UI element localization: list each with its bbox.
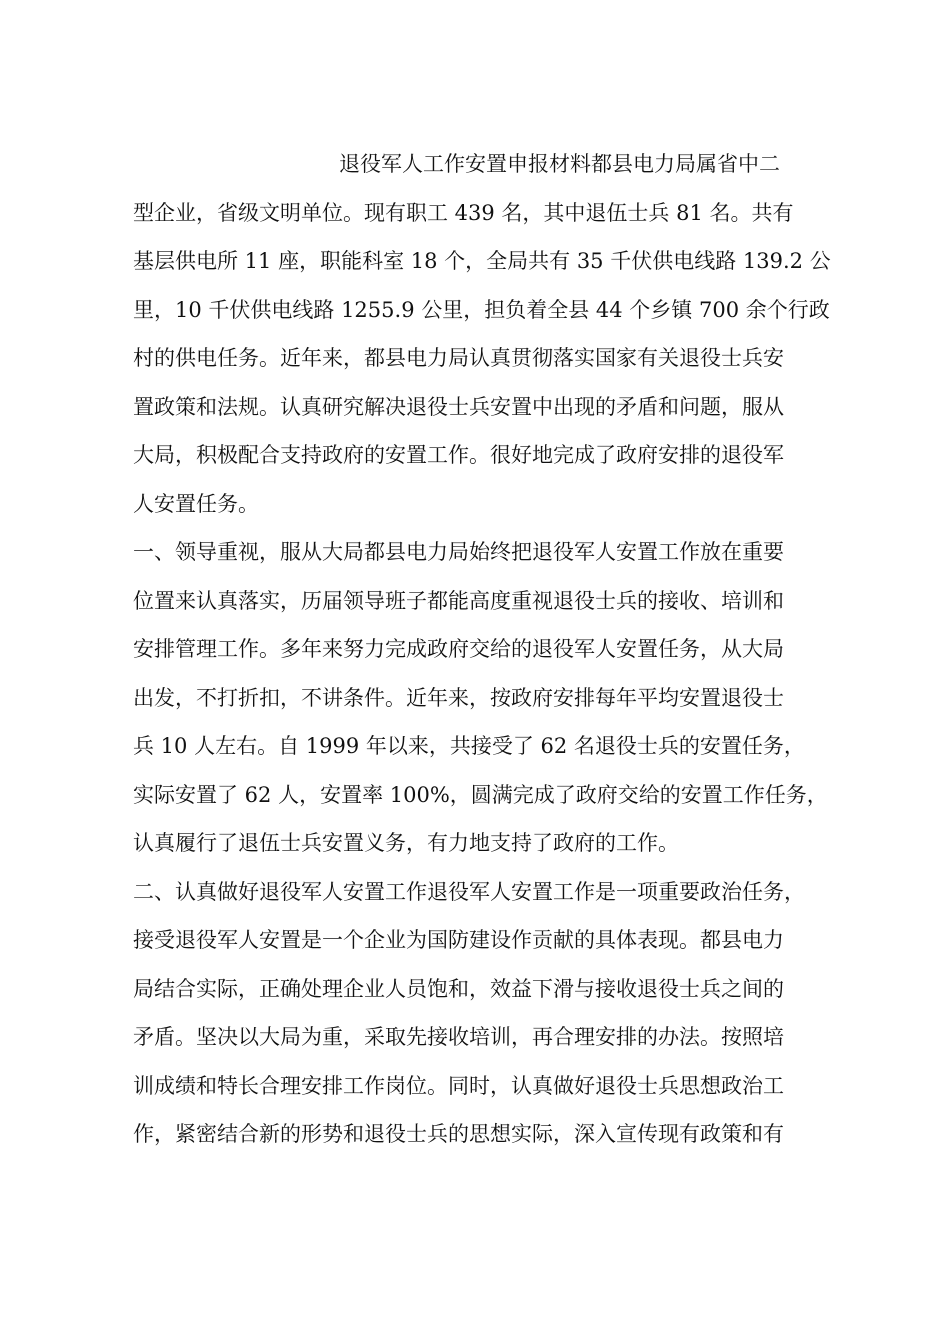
text-line: 矛盾。坚决以大局为重，采取先接收培训，再合理安排的办法。按照培 bbox=[133, 1025, 784, 1049]
section-heading-line: 二、认真做好退役军人安置工作退役军人安置工作是一项重要政治任务， bbox=[133, 879, 805, 904]
text-line: 接受退役军人安置是一个企业为国防建设作贡献的具体表现。都县电力 bbox=[133, 928, 784, 952]
text-line: 置政策和法规。认真研究解决退役士兵安置中出现的矛盾和问题，服从 bbox=[133, 394, 784, 419]
text-line: 型企业，省级文明单位。现有职工 439 名，其中退伍士兵 81 名。共有 bbox=[133, 200, 794, 225]
section-heading-line: 一、领导重视，服从大局都县电力局始终把退役军人安置工作放在重要 bbox=[133, 540, 784, 564]
text-line: 兵 10 人左右。自 1999 年以来，共接受了 62 名退役士兵的安置任务， bbox=[133, 734, 805, 758]
text-line: 大局，积极配合支持政府的安置工作。很好地完成了政府安排的退役军 bbox=[133, 443, 784, 467]
text-line: 安排管理工作。多年来努力完成政府交给的退役军人安置任务，从大局 bbox=[133, 637, 784, 661]
text-line: 基层供电所 11 座，职能科室 18 个，全局共有 35 千伏供电线路 139.2 公 bbox=[133, 249, 831, 273]
document-title-line: 退役军人工作安置申报材料都县电力局属省中二 bbox=[339, 152, 780, 176]
text-line: 实际安置了 62 人，安置率 100%，圆满完成了政府交给的安置工作任务， bbox=[133, 782, 828, 807]
text-line: 训成绩和特长合理安排工作岗位。同时，认真做好退役士兵思想政治工 bbox=[133, 1073, 784, 1098]
text-line: 位置来认真落实，历届领导班子都能高度重视退役士兵的接收、培训和 bbox=[133, 588, 784, 613]
text-line: 作，紧密结合新的形势和退役士兵的思想实际，深入宣传现有政策和有 bbox=[133, 1122, 784, 1146]
text-line: 里，10 千伏供电线路 1255.9 公里，担负着全县 44 个乡镇 700 余个行政 bbox=[133, 297, 830, 322]
text-line: 人安置任务。 bbox=[133, 491, 259, 516]
text-line: 认真履行了退伍士兵安置义务，有力地支持了政府的工作。 bbox=[133, 831, 679, 855]
text-line: 出发，不打折扣，不讲条件。近年来，按政府安排每年平均安置退役士 bbox=[133, 685, 784, 710]
document-body bbox=[133, 140, 833, 1159]
text-line: 局结合实际，正确处理企业人员饱和，效益下滑与接收退役士兵之间的 bbox=[133, 976, 784, 1001]
text-line: 村的供电任务。近年来，都县电力局认真贯彻落实国家有关退役士兵安 bbox=[133, 346, 784, 370]
